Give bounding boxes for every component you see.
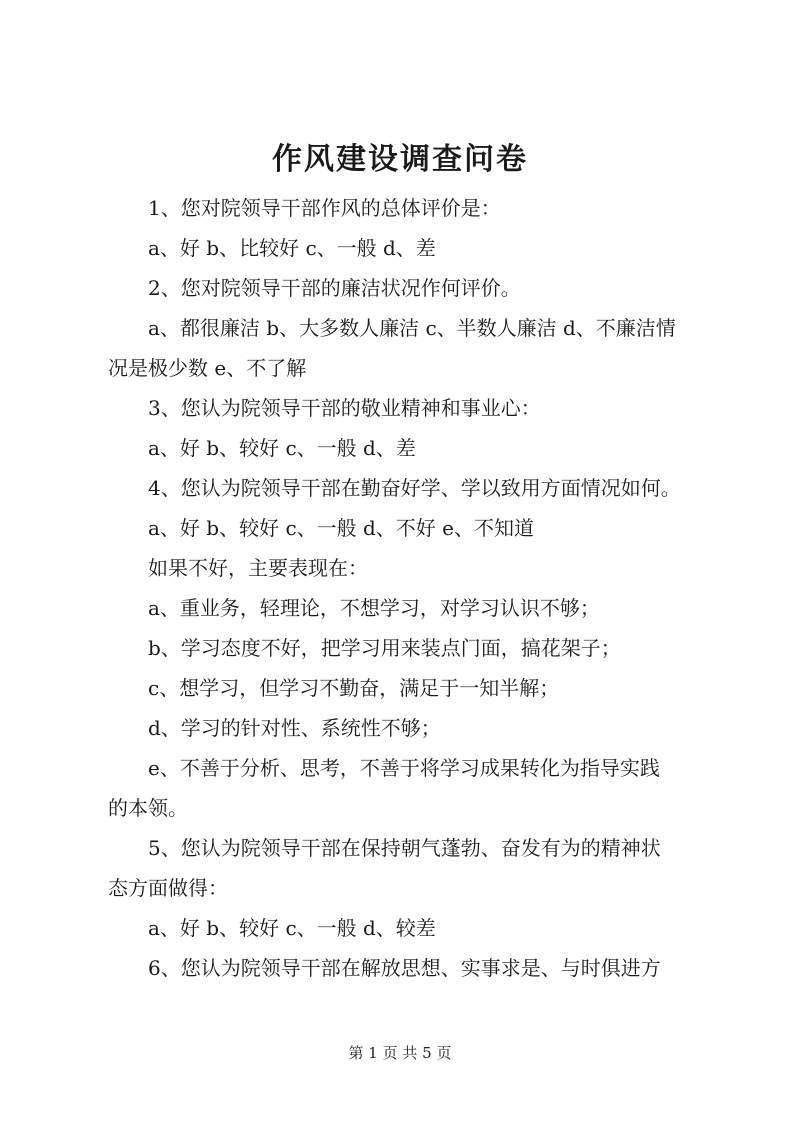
paragraph-line: a、重业务，轻理论，不想学习，对学习认识不够；: [148, 596, 600, 620]
paragraph-line: 1、您对院领导干部作风的总体评价是：: [148, 196, 501, 220]
paragraph-line: 2、您对院领导干部的廉洁状况作何评价。: [148, 276, 521, 300]
paragraph-line: a、好 b、较好 c、一般 d、差: [148, 436, 416, 460]
paragraph-line: a、好 b、较好 c、一般 d、较差: [148, 916, 436, 940]
paragraph-line: e、不善于分析、思考，不善于将学习成果转化为指导实践: [148, 756, 660, 780]
paragraph-line: 态方面做得：: [108, 876, 228, 900]
paragraph-line: a、好 b、较好 c、一般 d、不好 e、不知道: [148, 516, 534, 540]
paragraph-line: a、好 b、比较好 c、一般 d、差: [148, 236, 436, 260]
paragraph-line: 4、您认为院领导干部在勤奋好学、学以致用方面情况如何。: [148, 476, 681, 500]
page-footer: 第 1 页 共 5 页: [348, 1044, 452, 1062]
paragraph-line: 况是极少数 e、不了解: [108, 356, 307, 380]
paragraph-line: 6、您认为院领导干部在解放思想、实事求是、与时俱进方: [148, 956, 661, 980]
paragraph-line: 3、您认为院领导干部的敬业精神和事业心：: [148, 396, 541, 420]
paragraph-line: 5、您认为院领导干部在保持朝气蓬勃、奋发有为的精神状: [148, 836, 661, 860]
paragraph-line: b、学习态度不好，把学习用来装点门面，搞花架子；: [148, 636, 621, 660]
paragraph-line: d、学习的针对性、系统性不够；: [148, 716, 441, 740]
paragraph-line: a、都很廉洁 b、大多数人廉洁 c、半数人廉洁 d、不廉洁情: [148, 316, 676, 340]
document-title: 作风建设调查问卷: [272, 142, 528, 177]
paragraph-line: c、想学习，但学习不勤奋，满足于一知半解；: [148, 676, 560, 700]
paragraph-line: 如果不好，主要表现在：: [148, 556, 368, 580]
paragraph-line: 的本领。: [108, 796, 188, 820]
document-body: [108, 188, 712, 988]
